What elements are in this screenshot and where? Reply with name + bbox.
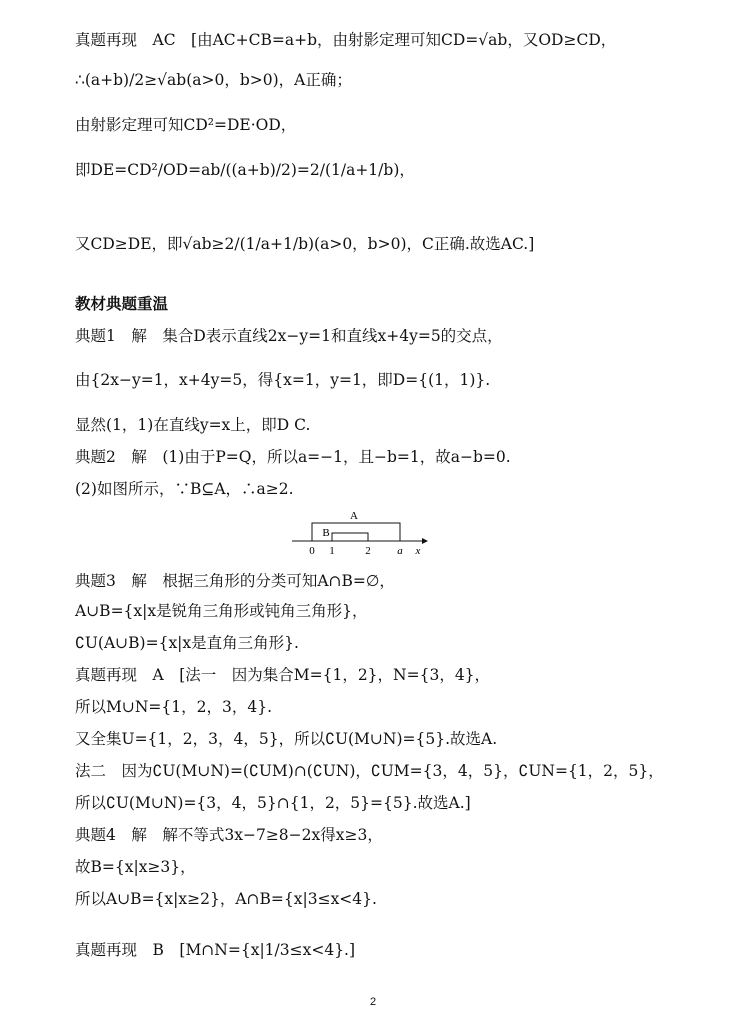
text-line: ∁U(A∪B)={x|x是直角三角形}. <box>75 634 299 652</box>
text-line: 由射影定理可知CD²=DE·OD， <box>75 116 297 134</box>
text-line: 真题再现 B [M∩N={x|1/3≤x<4}.] <box>75 941 356 959</box>
set-a-label: A <box>350 510 358 522</box>
text-line: 真题再现 A [法一 因为集合M={1，2}，N={3，4}， <box>75 666 491 684</box>
text-line: 又CD≥DE，即√ab≥2/(1/a+1/b)(a>0，b>0)，C正确.故选AC.] <box>75 235 535 253</box>
text-line: 所以∁U(M∪N)={3，4，5}∩{1，2，5}={5}.故选A.] <box>75 794 471 812</box>
text-line: 真题再现 AC [由AC+CB=a+b，由射影定理可知CD=√ab，又OD≥CD， <box>75 31 617 49</box>
tick-2: 2 <box>365 545 371 557</box>
tick-0: 0 <box>309 545 315 557</box>
axis-x: x <box>415 545 421 557</box>
tick-a: a <box>397 545 403 557</box>
text-line: (2)如图所示，∵B⊆A，∴a≥2. <box>75 480 294 498</box>
text-line: A∪B={x|x是锐角三角形或钝角三角形}， <box>75 602 368 620</box>
text-line: ∴(a+b)/2≥√ab(a>0，b>0)，A正确； <box>75 71 352 89</box>
text-line: 典题4 解 解不等式3x−7≥8−2x得x≥3， <box>75 826 383 844</box>
text-line: 所以M∪N={1，2，3，4}. <box>75 698 273 716</box>
text-line: 显然(1，1)在直线y=x上，即D C. <box>75 416 311 434</box>
text-line: 法二 因为∁U(M∪N)=(∁UM)∩(∁UN)，∁UM={3，4，5}，∁UN={1，2，5}， <box>75 762 664 780</box>
page-number: 2 <box>369 996 377 1008</box>
text-line: 典题1 解 集合D表示直线2x−y=1和直线x+4y=5的交点， <box>75 327 503 345</box>
text-line: 故B={x|x≥3}， <box>75 858 196 876</box>
section-title: 教材典题重温 <box>75 295 169 313</box>
tick-1: 1 <box>329 545 335 557</box>
text-line: 典题3 解 根据三角形的分类可知A∩B=∅， <box>75 572 395 590</box>
text-line: 所以A∪B={x|x≥2}，A∩B={x|3≤x<4}. <box>75 890 377 908</box>
text-line: 又全集U={1，2，3，4，5}，所以∁U(M∪N)={5}.故选A. <box>75 730 498 748</box>
text-line: 即DE=CD²/OD=ab/((a+b)/2)=2/(1/a+1/b)， <box>75 161 415 179</box>
number-line-figure <box>290 505 430 557</box>
text-line: 典题2 解 (1)由于P=Q，所以a=−1，且−b=1，故a−b=0. <box>75 448 511 466</box>
set-b-label: B <box>322 527 330 539</box>
text-line: 由{2x−y=1，x+4y=5，得{x=1，y=1，即D={(1，1)}. <box>75 371 491 389</box>
